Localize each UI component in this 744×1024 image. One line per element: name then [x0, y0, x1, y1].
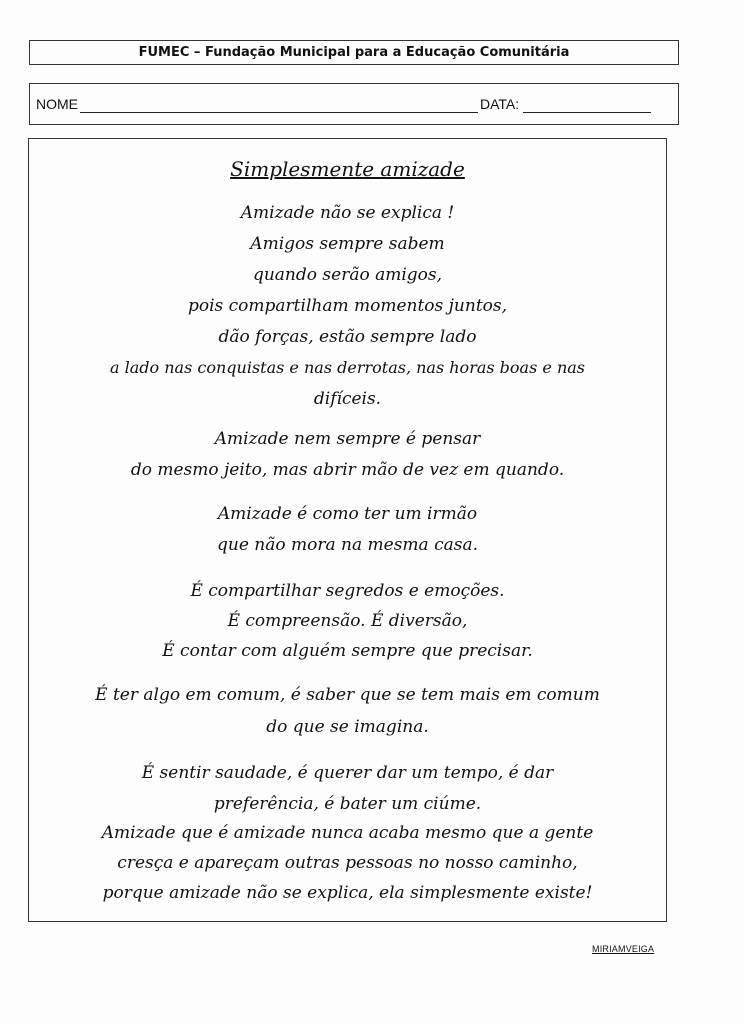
poem-box [28, 138, 667, 922]
name-label: NOME [36, 96, 78, 112]
institution-title: FUMEC – Fundação Municipal para a Educação Comunitária [138, 45, 570, 60]
author-credit: MIRIAMVEIGA [592, 944, 655, 954]
poem-line: É sentir saudade, é querer dar um tempo, é dar [141, 763, 554, 783]
name-field[interactable] [80, 112, 478, 113]
poem-line: É ter algo em comum, é saber que se tem mais em comum [95, 685, 600, 705]
poem-line: Amizade que é amizade nunca acaba mesmo que a gente [101, 823, 594, 843]
poem-line: difíceis. [313, 389, 382, 409]
poem-line: É compartilhar segredos e emoções. [190, 581, 505, 601]
poem-line: Amizade nem sempre é pensar [214, 429, 481, 449]
poem-line: porque amizade não se explica, ela simplesmente existe! [102, 883, 593, 903]
poem-title: Simplesmente amizade [230, 157, 465, 181]
poem-line: pois compartilham momentos juntos, [187, 296, 508, 316]
poem-line: que não mora na mesma casa. [216, 535, 478, 555]
poem-line: do que se imagina. [266, 717, 429, 737]
poem-line: Amizade é como ter um irmão [217, 504, 478, 524]
institution-header [29, 40, 679, 65]
poem-line: É compreensão. É diversão, [227, 611, 468, 631]
poem-line: quando serão amigos, [252, 265, 443, 285]
poem-line: a lado nas conquistas e nas derrotas, nas horas boas e nas [110, 358, 585, 377]
poem-line: dão forças, estão sempre lado [218, 327, 477, 347]
date-field[interactable] [523, 112, 651, 113]
poem-line: Amigos sempre sabem [250, 234, 445, 254]
poem-line: cresça e apareçam outras pessoas no nosso caminho, [117, 853, 578, 873]
poem-line: Amizade não se explica ! [240, 203, 455, 223]
poem-line: preferência, é bater um ciúme. [213, 794, 482, 814]
poem-line: do mesmo jeito, mas abrir mão de vez em quando. [130, 460, 565, 480]
poem-line: É contar com alguém sempre que precisar. [162, 641, 533, 661]
student-info-box [29, 83, 679, 125]
date-label: DATA: [480, 96, 520, 112]
